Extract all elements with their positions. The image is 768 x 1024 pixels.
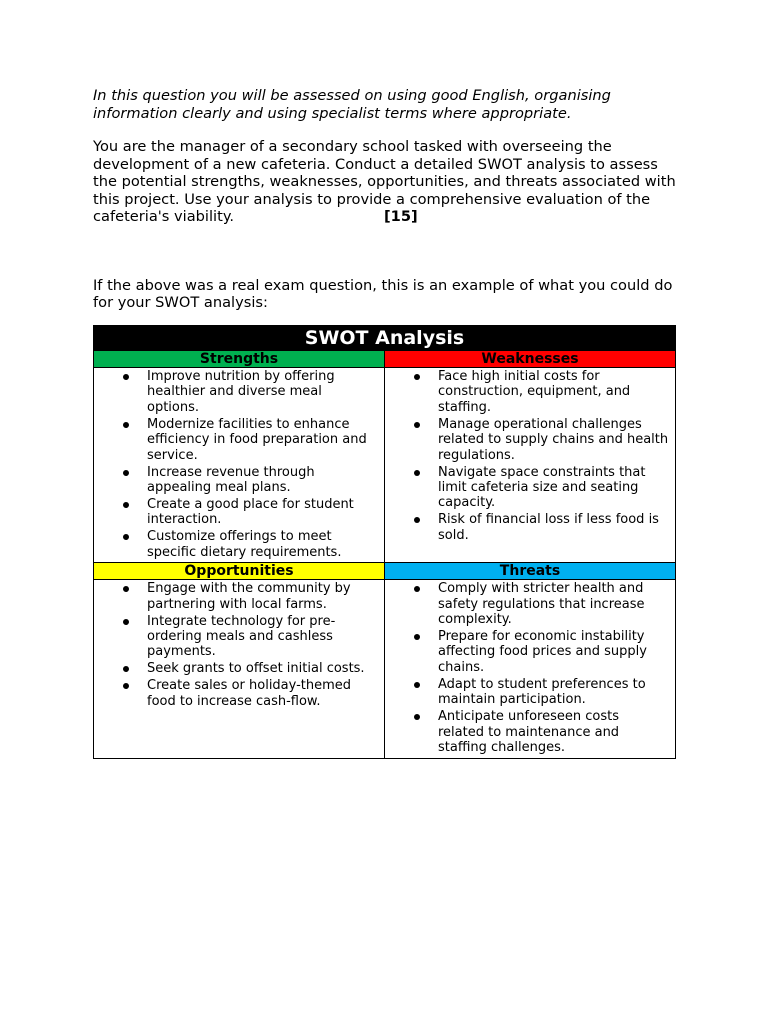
bullet-text: Navigate space constraints that limit cafeteria size and seating capacity.	[438, 464, 646, 511]
bullet-icon	[123, 586, 129, 592]
bullet-icon	[123, 374, 129, 380]
threats-list	[385, 581, 675, 755]
bullet-icon	[414, 470, 420, 476]
bullet-icon	[123, 422, 129, 428]
bullet-item	[385, 581, 675, 627]
bullet-text: Manage operational challenges related to supply chains and health regulations.	[438, 416, 669, 463]
bullet-text: Comply with stricter health and safety regulations that increase complexity.	[438, 581, 645, 628]
bullet-item	[94, 465, 384, 496]
bullet-item	[385, 709, 675, 755]
strengths-heading: Strengths	[94, 351, 385, 368]
bullet-icon	[123, 683, 129, 689]
bullet-icon	[123, 470, 129, 476]
bullet-item	[385, 465, 675, 511]
weaknesses-heading: Weaknesses	[385, 351, 676, 368]
bullet-icon	[414, 634, 420, 640]
bullet-text: Integrate technology for pre-ordering meals and cashless payments.	[147, 613, 336, 660]
bullet-item	[94, 581, 384, 612]
threats-cell	[385, 580, 676, 758]
bullet-icon	[414, 586, 420, 592]
bullet-text: Prepare for economic instability affecting food prices and supply chains.	[438, 629, 647, 675]
bullet-icon	[414, 374, 420, 380]
bullet-item	[385, 677, 675, 708]
bullet-item	[94, 369, 384, 415]
bullet-text: Anticipate unforeseen costs related to maintenance and staffing challenges.	[438, 709, 620, 756]
swot-table	[93, 325, 676, 759]
example-lead: If the above was a real exam question, this is an example of what you could do for your SWOT analysis:	[93, 276, 673, 311]
bullet-icon	[123, 534, 129, 540]
weaknesses-list	[385, 369, 675, 543]
bullet-text: Engage with the community by partnering with local farms.	[147, 581, 351, 612]
strengths-cell	[94, 368, 385, 563]
bullet-text: Improve nutrition by offering healthier and diverse meal options.	[147, 369, 335, 415]
bullet-icon	[123, 619, 129, 625]
bullet-icon	[414, 517, 420, 523]
marks-label: [15]	[384, 208, 418, 225]
bullet-text: Seek grants to offset initial costs.	[147, 661, 365, 677]
bullet-text: Customize offerings to meet specific dietary requirements.	[147, 529, 342, 560]
bullet-item	[94, 417, 384, 463]
bullet-text: Increase revenue through appealing meal plans.	[147, 464, 315, 496]
opportunities-list	[94, 581, 384, 709]
assessment-note: In this question you will be assessed on using good English, organising information clearly and using specialist terms where appropriate.	[93, 87, 611, 122]
strengths-list	[94, 369, 384, 560]
bullet-item	[385, 512, 675, 543]
bullet-icon	[123, 502, 129, 508]
bullet-icon	[414, 682, 420, 688]
opportunities-cell	[94, 580, 385, 758]
bullet-item	[94, 529, 384, 560]
bullet-item	[385, 629, 675, 675]
bullet-text: Adapt to student preferences to maintain participation.	[438, 676, 646, 708]
bullet-item	[94, 678, 384, 709]
weaknesses-cell	[385, 368, 676, 563]
threats-heading: Threats	[385, 563, 676, 580]
bullet-text: Create sales or holiday-themed food to increase cash-flow.	[147, 678, 352, 709]
opportunities-heading: Opportunities	[94, 563, 385, 580]
bullet-text: Modernize facilities to enhance efficiency in food preparation and service.	[147, 416, 367, 463]
bullet-icon	[123, 666, 129, 672]
bullet-item	[385, 417, 675, 463]
bullet-item	[94, 614, 384, 660]
exam-question	[93, 138, 683, 226]
bullet-item	[385, 369, 675, 415]
bullet-text: Create a good place for student interaction.	[147, 497, 354, 528]
bullet-item	[94, 661, 384, 676]
bullet-text: Risk of financial loss if less food is sold.	[438, 512, 659, 543]
document-page	[93, 87, 683, 312]
bullet-item	[94, 497, 384, 528]
swot-title: SWOT Analysis	[94, 326, 676, 351]
bullet-icon	[414, 714, 420, 720]
bullet-text: Face high initial costs for construction, equipment, and staffing.	[438, 369, 631, 415]
bullet-icon	[414, 422, 420, 428]
question-text: You are the manager of a secondary school tasked with overseeing the development of a new cafeteria. Conduct a detailed SWOT analysis to assess the potential strengths, weaknesses, opportunities, and threats associated with this project. Use your analysis to provide a comprehensive evaluation of the cafeteria's viability.	[93, 138, 676, 225]
